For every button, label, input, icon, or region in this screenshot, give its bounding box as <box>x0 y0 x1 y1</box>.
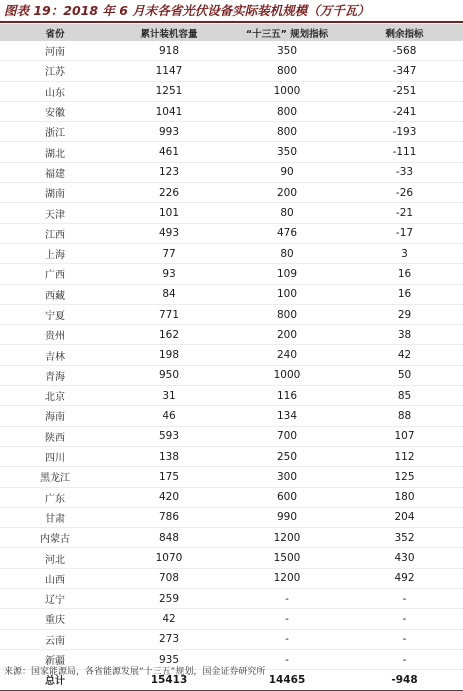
plan-target-cell: 14465 <box>228 670 346 690</box>
table-row <box>0 365 463 385</box>
remaining-quota-cell: - <box>346 589 463 609</box>
province-cell: 山东 <box>0 81 110 101</box>
plan-target-cell: 1500 <box>228 548 346 568</box>
province-cell: 四川 <box>0 446 110 466</box>
cumulative-capacity-cell: 31 <box>110 386 228 406</box>
plan-target-cell: 80 <box>228 243 346 263</box>
plan-target-cell: - <box>228 649 346 669</box>
province-cell: 河北 <box>0 548 110 568</box>
table-row <box>0 183 463 203</box>
cumulative-capacity-cell: 46 <box>110 406 228 426</box>
plan-target-cell: 800 <box>228 61 346 81</box>
cumulative-capacity-cell: 226 <box>110 183 228 203</box>
remaining-quota-cell: -568 <box>346 41 463 61</box>
province-cell: 黑龙江 <box>0 467 110 487</box>
province-cell: 山西 <box>0 568 110 588</box>
plan-target-cell: 1000 <box>228 81 346 101</box>
table-row <box>0 467 463 487</box>
plan-target-cell: 350 <box>228 142 346 162</box>
remaining-quota-cell: 107 <box>346 426 463 446</box>
remaining-quota-cell: -26 <box>346 183 463 203</box>
table-row <box>0 81 463 101</box>
remaining-quota-cell: - <box>346 609 463 629</box>
remaining-quota-cell: 430 <box>346 548 463 568</box>
plan-target-cell: 600 <box>228 487 346 507</box>
province-cell: 湖南 <box>0 183 110 203</box>
plan-target-cell: 700 <box>228 426 346 446</box>
table-row <box>0 243 463 263</box>
header-cumulative-capacity: 累计装机容量 <box>110 24 228 41</box>
plan-target-cell: 134 <box>228 406 346 426</box>
plan-target-cell: 300 <box>228 467 346 487</box>
remaining-quota-cell: 50 <box>346 365 463 385</box>
province-cell: 吉林 <box>0 345 110 365</box>
cumulative-capacity-cell: 84 <box>110 284 228 304</box>
plan-target-cell: 80 <box>228 203 346 223</box>
cumulative-capacity-cell: 42 <box>110 609 228 629</box>
table-row <box>0 446 463 466</box>
cumulative-capacity-cell: 461 <box>110 142 228 162</box>
table-row <box>0 426 463 446</box>
plan-target-cell: - <box>228 589 346 609</box>
plan-target-cell: 990 <box>228 507 346 527</box>
remaining-quota-cell: -948 <box>346 670 463 690</box>
province-cell: 总计 <box>0 670 110 690</box>
plan-target-cell: 800 <box>228 122 346 142</box>
table-row <box>0 345 463 365</box>
cumulative-capacity-cell: 918 <box>110 41 228 61</box>
province-cell: 江苏 <box>0 61 110 81</box>
remaining-quota-cell: 16 <box>346 284 463 304</box>
plan-target-cell: 250 <box>228 446 346 466</box>
province-cell: 辽宁 <box>0 589 110 609</box>
cumulative-capacity-cell: 771 <box>110 304 228 324</box>
remaining-quota-cell: 204 <box>346 507 463 527</box>
table-row <box>0 629 463 649</box>
remaining-quota-cell: -17 <box>346 223 463 243</box>
province-cell: 新疆 <box>0 649 110 669</box>
table-row <box>0 386 463 406</box>
province-cell: 浙江 <box>0 122 110 142</box>
remaining-quota-cell: 180 <box>346 487 463 507</box>
cumulative-capacity-cell: 93 <box>110 264 228 284</box>
plan-target-cell: 100 <box>228 284 346 304</box>
plan-target-cell: 240 <box>228 345 346 365</box>
province-cell: 福建 <box>0 162 110 182</box>
cumulative-capacity-cell: 1251 <box>110 81 228 101</box>
table-row <box>0 487 463 507</box>
remaining-quota-cell: 42 <box>346 345 463 365</box>
cumulative-capacity-cell: 101 <box>110 203 228 223</box>
cumulative-capacity-cell: 593 <box>110 426 228 446</box>
province-cell: 北京 <box>0 386 110 406</box>
province-cell: 宁夏 <box>0 304 110 324</box>
cumulative-capacity-cell: 786 <box>110 507 228 527</box>
cumulative-capacity-cell: 273 <box>110 629 228 649</box>
capacity-table <box>0 24 463 691</box>
remaining-quota-cell: -193 <box>346 122 463 142</box>
table-row <box>0 122 463 142</box>
plan-target-cell: 1200 <box>228 528 346 548</box>
table-row <box>0 507 463 527</box>
province-cell: 安徽 <box>0 101 110 121</box>
remaining-quota-cell: 38 <box>346 325 463 345</box>
province-cell: 海南 <box>0 406 110 426</box>
remaining-quota-cell: -33 <box>346 162 463 182</box>
cumulative-capacity-cell: 198 <box>110 345 228 365</box>
cumulative-capacity-cell: 848 <box>110 528 228 548</box>
plan-target-cell: 476 <box>228 223 346 243</box>
cumulative-capacity-cell: 493 <box>110 223 228 243</box>
cumulative-capacity-cell: 15413 <box>110 670 228 690</box>
figure-title: 图表 19：2018 年 6 月末各省光伏设备实际装机规模（万千瓦） <box>4 3 370 18</box>
table-row <box>0 142 463 162</box>
cumulative-capacity-cell: 708 <box>110 568 228 588</box>
cumulative-capacity-cell: 935 <box>110 649 228 669</box>
table-row <box>0 264 463 284</box>
table-row <box>0 223 463 243</box>
province-cell: 湖北 <box>0 142 110 162</box>
remaining-quota-cell: -251 <box>346 81 463 101</box>
province-cell: 青海 <box>0 365 110 385</box>
table-row <box>0 101 463 121</box>
remaining-quota-cell: -21 <box>346 203 463 223</box>
remaining-quota-cell: - <box>346 649 463 669</box>
title-divider <box>0 21 463 23</box>
cumulative-capacity-cell: 1070 <box>110 548 228 568</box>
table-row <box>0 41 463 61</box>
table-row <box>0 568 463 588</box>
plan-target-cell: 90 <box>228 162 346 182</box>
header-remaining-quota: 剩余指标 <box>346 24 463 41</box>
table-row <box>0 609 463 629</box>
remaining-quota-cell: - <box>346 629 463 649</box>
province-cell: 天津 <box>0 203 110 223</box>
header-plan-target: “十三五” 规划指标 <box>228 24 346 41</box>
remaining-quota-cell: -347 <box>346 61 463 81</box>
province-cell: 贵州 <box>0 325 110 345</box>
cumulative-capacity-cell: 420 <box>110 487 228 507</box>
cumulative-capacity-cell: 259 <box>110 589 228 609</box>
province-cell: 江西 <box>0 223 110 243</box>
table-row <box>0 325 463 345</box>
remaining-quota-cell: 88 <box>346 406 463 426</box>
province-cell: 西藏 <box>0 284 110 304</box>
table-body <box>0 41 463 690</box>
plan-target-cell: 200 <box>228 325 346 345</box>
plan-target-cell: 116 <box>228 386 346 406</box>
province-cell: 广东 <box>0 487 110 507</box>
cumulative-capacity-cell: 1147 <box>110 61 228 81</box>
remaining-quota-cell: 125 <box>346 467 463 487</box>
remaining-quota-cell: 112 <box>346 446 463 466</box>
cumulative-capacity-cell: 175 <box>110 467 228 487</box>
header-province: 省份 <box>0 24 110 41</box>
cumulative-capacity-cell: 123 <box>110 162 228 182</box>
plan-target-cell: - <box>228 609 346 629</box>
cumulative-capacity-cell: 138 <box>110 446 228 466</box>
plan-target-cell: 1000 <box>228 365 346 385</box>
remaining-quota-cell: 16 <box>346 264 463 284</box>
remaining-quota-cell: -241 <box>346 101 463 121</box>
remaining-quota-cell: 85 <box>346 386 463 406</box>
table-row <box>0 203 463 223</box>
cumulative-capacity-cell: 162 <box>110 325 228 345</box>
province-cell: 上海 <box>0 243 110 263</box>
plan-target-cell: - <box>228 629 346 649</box>
province-cell: 甘肃 <box>0 507 110 527</box>
remaining-quota-cell: 29 <box>346 304 463 324</box>
source-note: 来源：国家能源局，各省能源发展“十三五”规划，国金证券研究所 <box>4 667 266 677</box>
table-row <box>0 61 463 81</box>
remaining-quota-cell: 492 <box>346 568 463 588</box>
province-cell: 重庆 <box>0 609 110 629</box>
remaining-quota-cell: -111 <box>346 142 463 162</box>
table-row <box>0 589 463 609</box>
table-row <box>0 406 463 426</box>
province-cell: 陕西 <box>0 426 110 446</box>
province-cell: 河南 <box>0 41 110 61</box>
table-row <box>0 284 463 304</box>
remaining-quota-cell: 3 <box>346 243 463 263</box>
province-cell: 云南 <box>0 629 110 649</box>
plan-target-cell: 1200 <box>228 568 346 588</box>
cumulative-capacity-cell: 77 <box>110 243 228 263</box>
table-row <box>0 304 463 324</box>
cumulative-capacity-cell: 993 <box>110 122 228 142</box>
plan-target-cell: 800 <box>228 101 346 121</box>
table-row <box>0 528 463 548</box>
province-cell: 内蒙古 <box>0 528 110 548</box>
cumulative-capacity-cell: 1041 <box>110 101 228 121</box>
table-row <box>0 548 463 568</box>
plan-target-cell: 200 <box>228 183 346 203</box>
remaining-quota-cell: 352 <box>346 528 463 548</box>
header-row <box>0 24 463 41</box>
plan-target-cell: 109 <box>228 264 346 284</box>
plan-target-cell: 350 <box>228 41 346 61</box>
plan-target-cell: 800 <box>228 304 346 324</box>
cumulative-capacity-cell: 950 <box>110 365 228 385</box>
province-cell: 广西 <box>0 264 110 284</box>
table-row <box>0 162 463 182</box>
